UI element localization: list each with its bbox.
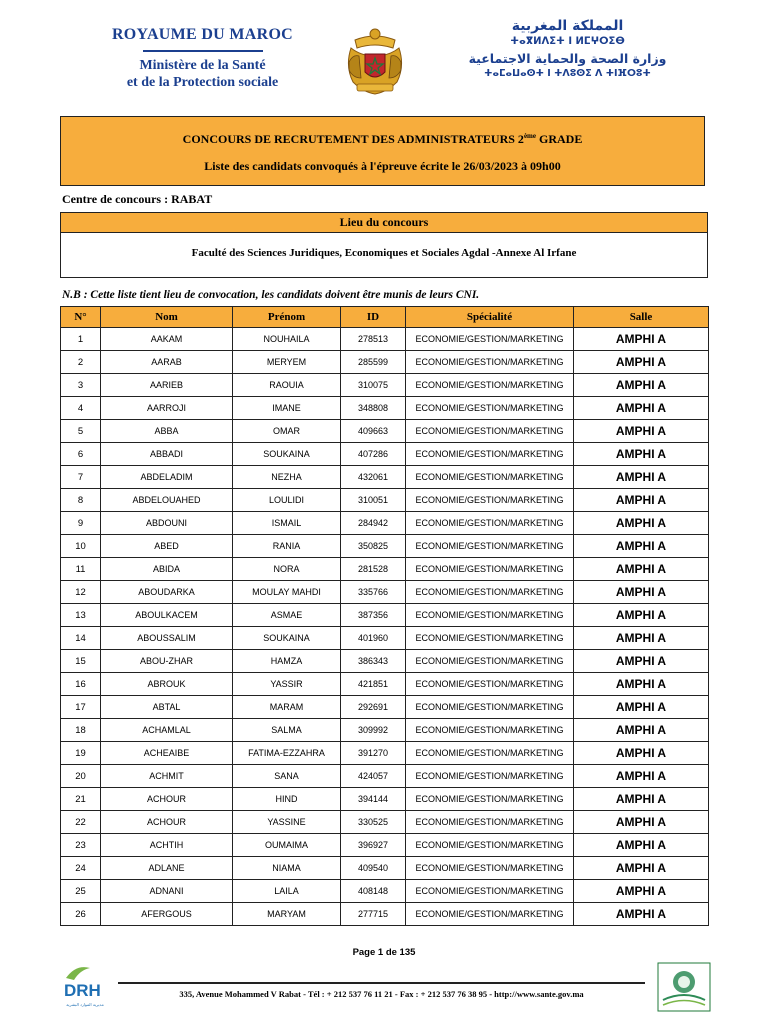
cell-nom: AARROJI (101, 397, 233, 420)
cell-id: 350825 (341, 535, 406, 558)
cell-prenom: YASSINE (233, 811, 341, 834)
cell-nom: ABED (101, 535, 233, 558)
cell-id: 386343 (341, 650, 406, 673)
cell-id: 408148 (341, 880, 406, 903)
cell-nom: ADLANE (101, 857, 233, 880)
cell-specialite: ECONOMIE/GESTION/MARKETING (406, 650, 574, 673)
cell-nom: ABOULKACEM (101, 604, 233, 627)
exam-location-header: Lieu du concours (61, 213, 707, 233)
ministry-health-logo-icon (657, 962, 711, 1012)
cell-prenom: MARYAM (233, 903, 341, 926)
table-row (61, 351, 709, 374)
table-row (61, 581, 709, 604)
ministry-name-tifinagh: ⵜⴰⵎⴰⵡⴰⵙⵜ ⵏ ⵜⴷⵓⵙⵉ ⴷ ⵜⵏⴼⵔⵓⵜ (484, 68, 651, 79)
cell-nom: ACHOUR (101, 811, 233, 834)
cell-number: 15 (61, 650, 101, 673)
cell-number: 21 (61, 788, 101, 811)
cell-number: 6 (61, 443, 101, 466)
cell-specialite: ECONOMIE/GESTION/MARKETING (406, 328, 574, 351)
cell-number: 7 (61, 466, 101, 489)
cell-specialite: ECONOMIE/GESTION/MARKETING (406, 903, 574, 926)
table-row (61, 420, 709, 443)
cell-number: 2 (61, 351, 101, 374)
cell-specialite: ECONOMIE/GESTION/MARKETING (406, 742, 574, 765)
cell-number: 14 (61, 627, 101, 650)
cell-id: 285599 (341, 351, 406, 374)
cell-id: 396927 (341, 834, 406, 857)
cell-nom: ACHMIT (101, 765, 233, 788)
cell-id: 409663 (341, 420, 406, 443)
cell-number: 1 (61, 328, 101, 351)
cell-nom: ABOUDARKA (101, 581, 233, 604)
cell-number: 19 (61, 742, 101, 765)
cell-number: 9 (61, 512, 101, 535)
cell-specialite: ECONOMIE/GESTION/MARKETING (406, 834, 574, 857)
cell-prenom: SALMA (233, 719, 341, 742)
cell-specialite: ECONOMIE/GESTION/MARKETING (406, 558, 574, 581)
cell-id: 424057 (341, 765, 406, 788)
cell-specialite: ECONOMIE/GESTION/MARKETING (406, 604, 574, 627)
cell-prenom: RANIA (233, 535, 341, 558)
cell-id: 281528 (341, 558, 406, 581)
cell-nom: ACHEAIBE (101, 742, 233, 765)
cell-specialite: ECONOMIE/GESTION/MARKETING (406, 788, 574, 811)
cell-nom: ABBA (101, 420, 233, 443)
cell-salle: AMPHI A (574, 834, 709, 857)
cell-id: 432061 (341, 466, 406, 489)
cell-nom: ABROUK (101, 673, 233, 696)
cell-specialite: ECONOMIE/GESTION/MARKETING (406, 627, 574, 650)
cell-nom: ABOUSSALIM (101, 627, 233, 650)
cell-prenom: LOULIDI (233, 489, 341, 512)
cell-nom: ACHOUR (101, 788, 233, 811)
cell-salle: AMPHI A (574, 880, 709, 903)
cell-id: 310075 (341, 374, 406, 397)
cell-prenom: MOULAY MAHDI (233, 581, 341, 604)
cell-specialite: ECONOMIE/GESTION/MARKETING (406, 466, 574, 489)
cell-salle: AMPHI A (574, 466, 709, 489)
cell-number: 8 (61, 489, 101, 512)
cell-prenom: ISMAIL (233, 512, 341, 535)
cell-nom: ABTAL (101, 696, 233, 719)
cell-specialite: ECONOMIE/GESTION/MARKETING (406, 696, 574, 719)
table-row (61, 397, 709, 420)
cell-specialite: ECONOMIE/GESTION/MARKETING (406, 443, 574, 466)
column-header-id: ID (341, 307, 406, 328)
cell-id: 387356 (341, 604, 406, 627)
cell-id: 391270 (341, 742, 406, 765)
cell-nom: AARIEB (101, 374, 233, 397)
arabic-ministry-title (445, 18, 690, 79)
table-row (61, 443, 709, 466)
cell-id: 330525 (341, 811, 406, 834)
cell-salle: AMPHI A (574, 857, 709, 880)
cell-id: 348808 (341, 397, 406, 420)
cell-nom: AARAB (101, 351, 233, 374)
table-row (61, 328, 709, 351)
cell-prenom: SOUKAINA (233, 443, 341, 466)
cell-nom: ABDOUNI (101, 512, 233, 535)
cell-prenom: MARAM (233, 696, 341, 719)
cell-salle: AMPHI A (574, 489, 709, 512)
exam-title-banner (60, 116, 705, 186)
table-row (61, 650, 709, 673)
ministry-name-line1: Ministère de la Santé (139, 57, 266, 73)
cell-nom: ABDELOUAHED (101, 489, 233, 512)
footer-divider (118, 982, 645, 984)
cell-nom: ABDELADIM (101, 466, 233, 489)
exam-location-box (60, 212, 708, 278)
cell-specialite: ECONOMIE/GESTION/MARKETING (406, 512, 574, 535)
cell-prenom: ASMAE (233, 604, 341, 627)
cell-id: 409540 (341, 857, 406, 880)
cell-id: 421851 (341, 673, 406, 696)
cell-id: 310051 (341, 489, 406, 512)
table-row (61, 627, 709, 650)
cell-specialite: ECONOMIE/GESTION/MARKETING (406, 535, 574, 558)
convocation-note: N.B : Cette liste tient lieu de convocation, les candidats doivent être munis de leurs CNI. (62, 289, 480, 301)
table-row (61, 811, 709, 834)
cell-salle: AMPHI A (574, 397, 709, 420)
page-number: Page 1 de 135 (352, 947, 416, 958)
cell-prenom: FATIMA-EZZAHRA (233, 742, 341, 765)
cell-specialite: ECONOMIE/GESTION/MARKETING (406, 719, 574, 742)
cell-prenom: LAILA (233, 880, 341, 903)
cell-salle: AMPHI A (574, 765, 709, 788)
table-row (61, 535, 709, 558)
drh-logo-text: DRH (64, 981, 101, 1000)
column-header-salle: Salle (574, 307, 709, 328)
cell-nom: ACHAMLAL (101, 719, 233, 742)
cell-salle: AMPHI A (574, 535, 709, 558)
cell-prenom: NEZHA (233, 466, 341, 489)
table-row (61, 696, 709, 719)
table-row (61, 604, 709, 627)
cell-nom: ACHTIH (101, 834, 233, 857)
table-row (61, 834, 709, 857)
cell-prenom: NOUHAILA (233, 328, 341, 351)
cell-salle: AMPHI A (574, 903, 709, 926)
cell-number: 10 (61, 535, 101, 558)
cell-id: 394144 (341, 788, 406, 811)
table-row (61, 512, 709, 535)
table-row (61, 742, 709, 765)
exam-centre: Centre de concours : RABAT (62, 192, 213, 206)
table-row (61, 489, 709, 512)
column-header-number: N° (61, 307, 101, 328)
cell-specialite: ECONOMIE/GESTION/MARKETING (406, 765, 574, 788)
cell-number: 26 (61, 903, 101, 926)
moroccan-coat-of-arms-icon (343, 26, 407, 98)
cell-salle: AMPHI A (574, 673, 709, 696)
cell-nom: ABOU-ZHAR (101, 650, 233, 673)
cell-number: 17 (61, 696, 101, 719)
ministry-address: 335, Avenue Mohammed V Rabat - Tél : + 212 537 76 11 21 - Fax : + 212 537 76 38 95 - http://www.sante.gov.ma (179, 989, 584, 999)
cell-id: 278513 (341, 328, 406, 351)
table-row (61, 374, 709, 397)
cell-id: 335766 (341, 581, 406, 604)
cell-salle: AMPHI A (574, 627, 709, 650)
column-header-nom: Nom (101, 307, 233, 328)
cell-id: 277715 (341, 903, 406, 926)
cell-nom: AFERGOUS (101, 903, 233, 926)
table-body (61, 328, 709, 926)
cell-specialite: ECONOMIE/GESTION/MARKETING (406, 673, 574, 696)
cell-id: 292691 (341, 696, 406, 719)
cell-salle: AMPHI A (574, 328, 709, 351)
table-row (61, 857, 709, 880)
cell-number: 23 (61, 834, 101, 857)
cell-nom: AAKAM (101, 328, 233, 351)
table-row (61, 903, 709, 926)
cell-salle: AMPHI A (574, 443, 709, 466)
kingdom-name-fr: ROYAUME DU MAROC (111, 26, 294, 43)
cell-number: 12 (61, 581, 101, 604)
cell-salle: AMPHI A (574, 788, 709, 811)
kingdom-name-tifinagh: ⵜⴰⴳⵍⴷⵉⵜ ⵏ ⵍⵎⵖⵔⵉⴱ (510, 36, 625, 47)
table-row (61, 765, 709, 788)
cell-number: 16 (61, 673, 101, 696)
drh-logo-caption: مديرية الموارد البشرية (66, 1002, 104, 1007)
cell-specialite: ECONOMIE/GESTION/MARKETING (406, 880, 574, 903)
cell-number: 3 (61, 374, 101, 397)
cell-nom: ADNANI (101, 880, 233, 903)
cell-specialite: ECONOMIE/GESTION/MARKETING (406, 374, 574, 397)
cell-id: 401960 (341, 627, 406, 650)
cell-nom: ABIDA (101, 558, 233, 581)
table-row (61, 880, 709, 903)
cell-specialite: ECONOMIE/GESTION/MARKETING (406, 581, 574, 604)
cell-id: 407286 (341, 443, 406, 466)
cell-prenom: HAMZA (233, 650, 341, 673)
cell-prenom: NORA (233, 558, 341, 581)
cell-salle: AMPHI A (574, 742, 709, 765)
cell-nom: ABBADI (101, 443, 233, 466)
exam-subtitle: Liste des candidats convoqués à l'épreuve écrite le 26/03/2023 à 09h00 (204, 159, 561, 173)
cell-specialite: ECONOMIE/GESTION/MARKETING (406, 420, 574, 443)
cell-number: 22 (61, 811, 101, 834)
cell-salle: AMPHI A (574, 374, 709, 397)
cell-number: 24 (61, 857, 101, 880)
cell-salle: AMPHI A (574, 351, 709, 374)
cell-specialite: ECONOMIE/GESTION/MARKETING (406, 811, 574, 834)
drh-logo-icon (60, 962, 110, 1010)
column-header-prenom: Prénom (233, 307, 341, 328)
cell-prenom: HIND (233, 788, 341, 811)
cell-salle: AMPHI A (574, 581, 709, 604)
cell-id: 309992 (341, 719, 406, 742)
cell-number: 13 (61, 604, 101, 627)
table-row (61, 719, 709, 742)
cell-salle: AMPHI A (574, 719, 709, 742)
cell-prenom: SANA (233, 765, 341, 788)
table-row (61, 788, 709, 811)
cell-number: 20 (61, 765, 101, 788)
cell-number: 5 (61, 420, 101, 443)
cell-specialite: ECONOMIE/GESTION/MARKETING (406, 489, 574, 512)
cell-specialite: ECONOMIE/GESTION/MARKETING (406, 351, 574, 374)
cell-number: 18 (61, 719, 101, 742)
candidates-table (60, 306, 709, 926)
table-header-row (61, 307, 709, 328)
cell-prenom: MERYEM (233, 351, 341, 374)
cell-prenom: YASSIR (233, 673, 341, 696)
table-row (61, 673, 709, 696)
ministry-name-ar: وزارة الصحة والحماية الاجتماعية (468, 51, 667, 66)
cell-number: 25 (61, 880, 101, 903)
ministry-name-line2: et de la Protection sociale (126, 74, 279, 90)
cell-prenom: OMAR (233, 420, 341, 443)
table-row (61, 466, 709, 489)
cell-number: 4 (61, 397, 101, 420)
cell-prenom: SOUKAINA (233, 627, 341, 650)
cell-prenom: RAOUIA (233, 374, 341, 397)
cell-id: 284942 (341, 512, 406, 535)
cell-specialite: ECONOMIE/GESTION/MARKETING (406, 397, 574, 420)
cell-salle: AMPHI A (574, 512, 709, 535)
cell-prenom: OUMAIMA (233, 834, 341, 857)
kingdom-name-ar: المملكة المغربية (511, 18, 624, 34)
cell-salle: AMPHI A (574, 650, 709, 673)
cell-salle: AMPHI A (574, 558, 709, 581)
exam-title: CONCOURS DE RECRUTEMENT DES ADMINISTRATEURS 2ème GRADE (182, 132, 583, 146)
cell-salle: AMPHI A (574, 811, 709, 834)
cell-prenom: IMANE (233, 397, 341, 420)
french-ministry-title (100, 26, 305, 91)
cell-specialite: ECONOMIE/GESTION/MARKETING (406, 857, 574, 880)
cell-salle: AMPHI A (574, 604, 709, 627)
exam-location-value: Faculté des Sciences Juridiques, Economiques et Sociales Agdal -Annexe Al Irfane (191, 247, 577, 259)
column-header-specialite: Spécialité (406, 307, 574, 328)
cell-salle: AMPHI A (574, 420, 709, 443)
table-row (61, 558, 709, 581)
cell-prenom: NIAMA (233, 857, 341, 880)
cell-salle: AMPHI A (574, 696, 709, 719)
letterhead (0, 0, 768, 110)
title-underline (143, 50, 263, 52)
cell-number: 11 (61, 558, 101, 581)
